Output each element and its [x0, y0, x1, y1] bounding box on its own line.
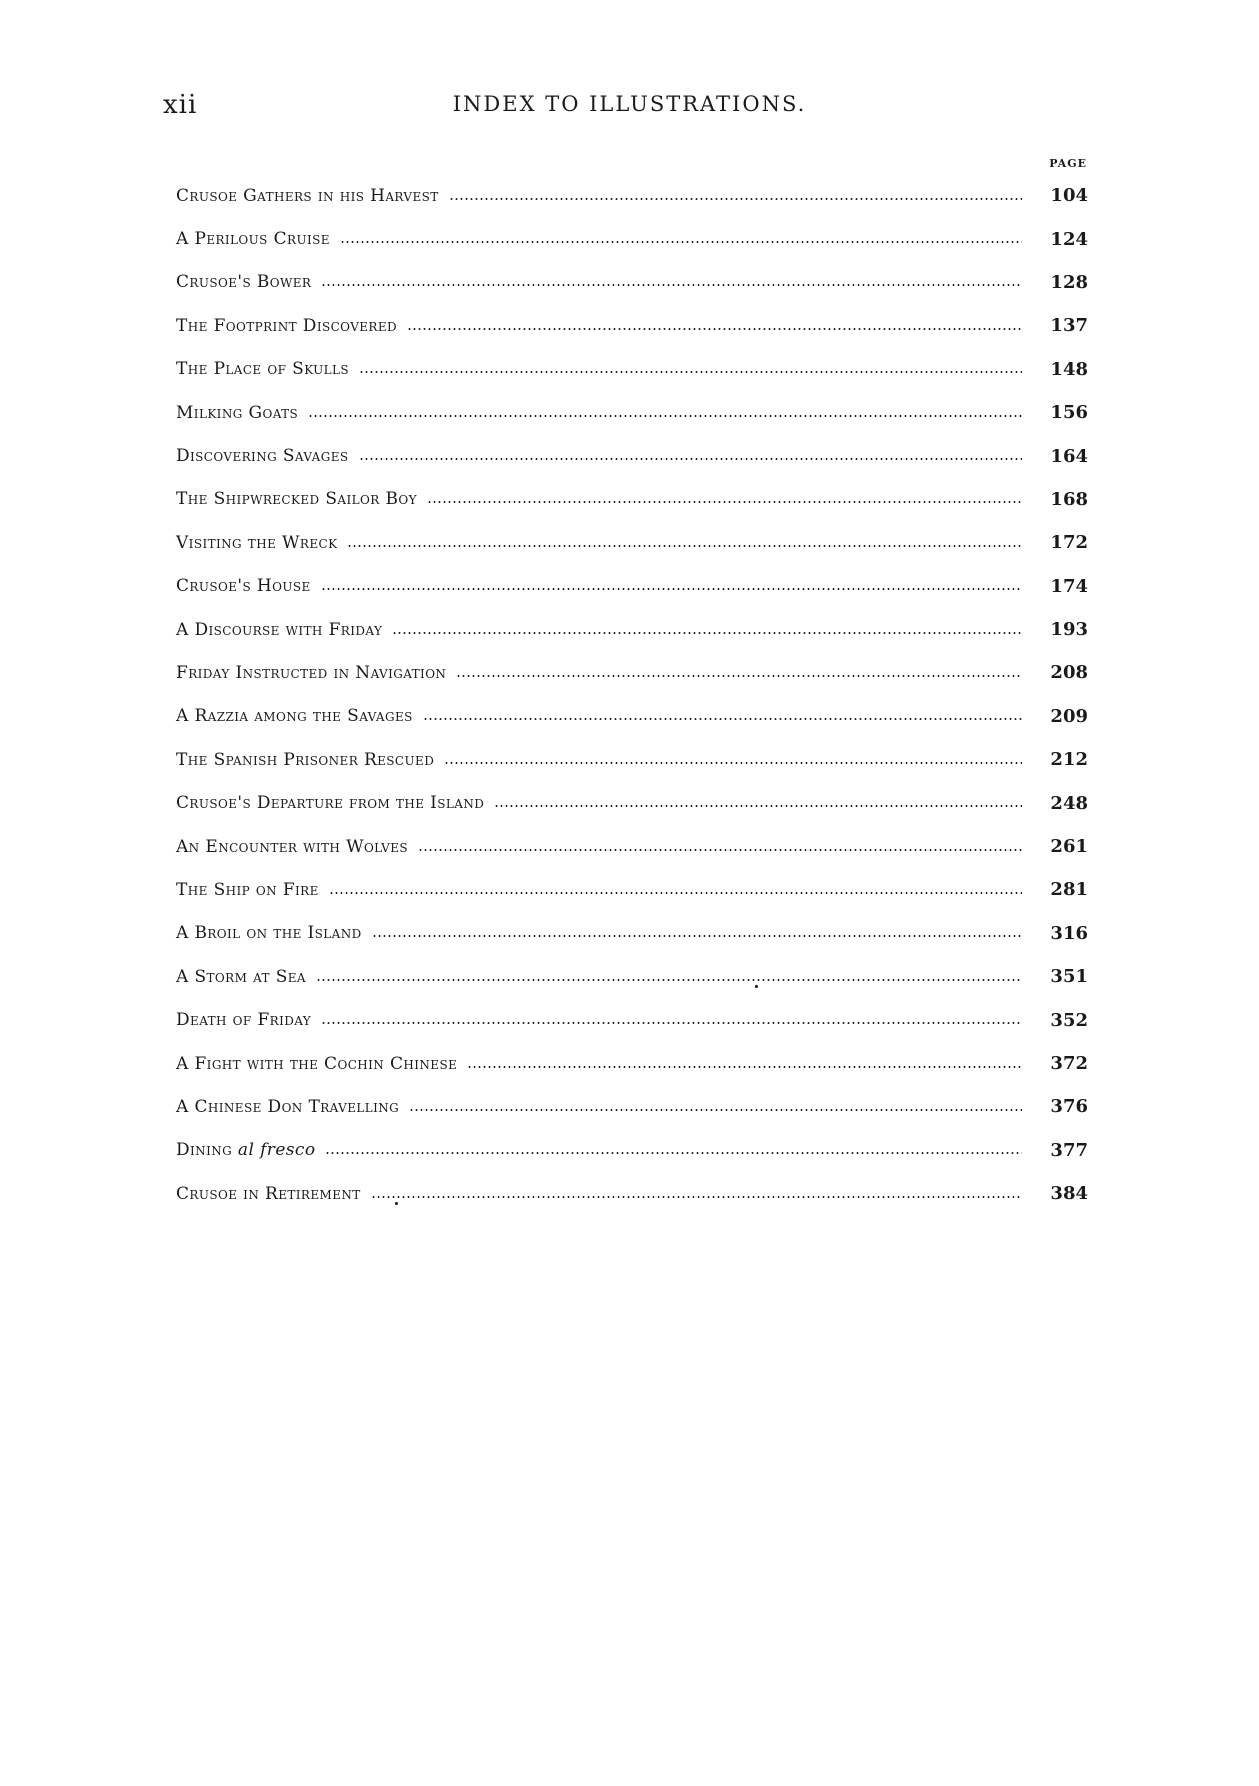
dot-leader [409, 1109, 1022, 1111]
index-entry [176, 565, 1088, 608]
entry-title: Discovering Savages [176, 446, 349, 467]
entry-page-number: 316 [1050, 922, 1088, 944]
dot-leader [444, 762, 1022, 764]
index-entry [176, 608, 1088, 651]
entry-page-number: 208 [1050, 662, 1088, 684]
entry-page-number: 193 [1050, 619, 1088, 641]
entry-title: A Razzia among the Savages [176, 706, 413, 727]
entry-page-number: 212 [1050, 749, 1088, 771]
entry-title: Friday Instructed in Navigation [176, 662, 447, 683]
index-entry [176, 695, 1088, 738]
entry-page-number: 164 [1050, 445, 1088, 467]
index-entry [176, 1172, 1088, 1215]
dot-leader [427, 501, 1022, 503]
index-entry [176, 825, 1088, 868]
entry-title-text: Dining [176, 1140, 233, 1161]
entry-page-number: 248 [1050, 792, 1088, 814]
index-entry [176, 348, 1088, 391]
entry-page-number: 174 [1050, 575, 1088, 597]
index-entry [176, 912, 1088, 955]
print-speck [395, 1202, 398, 1205]
dot-leader [325, 1152, 1022, 1154]
entry-page-number: 172 [1050, 532, 1088, 554]
dot-leader [467, 1066, 1022, 1068]
index-entry [176, 955, 1088, 998]
dot-leader [308, 415, 1022, 417]
index-entry [176, 1129, 1088, 1172]
entry-title: Crusoe's House [176, 576, 311, 597]
index-entry [176, 651, 1088, 694]
entry-title: Crusoe's Bower [176, 272, 312, 293]
index-entry [176, 868, 1088, 911]
entry-page-number: 384 [1050, 1183, 1088, 1205]
entry-title: Visiting the Wreck [176, 532, 338, 553]
entry-page-number: 281 [1050, 879, 1088, 901]
entry-title: An Encounter with Wolves [176, 836, 408, 857]
illustration-index-list [176, 174, 1088, 1215]
entry-title [176, 1140, 315, 1160]
entry-title: A Perilous Cruise [176, 229, 330, 250]
dot-leader [371, 1196, 1022, 1198]
dot-leader [321, 284, 1022, 286]
index-entry [176, 521, 1088, 564]
index-entry [176, 391, 1088, 434]
entry-title: The Place of Skulls [176, 359, 350, 380]
dot-leader [407, 328, 1022, 330]
dot-leader [316, 979, 1022, 981]
entry-title: Death of Friday [176, 1010, 312, 1031]
dot-leader [372, 935, 1022, 937]
entry-title: Crusoe in Retirement [176, 1183, 361, 1204]
entry-title: A Broil on the Island [176, 923, 362, 944]
entry-title: Milking Goats [176, 402, 299, 423]
entry-page-number: 148 [1050, 358, 1088, 380]
entry-title-italic: al fresco [237, 1140, 316, 1161]
dot-leader [321, 1022, 1022, 1024]
entry-title: A Discourse with Friday [176, 619, 383, 640]
index-entry [176, 781, 1088, 824]
index-entry [176, 434, 1088, 477]
entry-page-number: 377 [1050, 1139, 1088, 1161]
index-entry [176, 217, 1088, 260]
index-entry [176, 998, 1088, 1041]
print-speck [755, 985, 758, 988]
dot-leader [329, 892, 1022, 894]
entry-page-number: 137 [1050, 315, 1088, 337]
page-title: INDEX TO ILLUSTRATIONS. [452, 92, 807, 116]
entry-page-number: 352 [1050, 1009, 1088, 1031]
entry-title: Crusoe's Departure from the Island [176, 793, 485, 814]
index-entry [176, 174, 1088, 217]
entry-title: The Shipwrecked Sailor Boy [176, 489, 417, 510]
dot-leader [321, 588, 1022, 590]
entry-page-number: 156 [1050, 402, 1088, 424]
entry-title: A Storm at Sea [176, 966, 306, 987]
entry-title: The Spanish Prisoner Rescued [176, 749, 435, 770]
entry-page-number: 372 [1050, 1053, 1088, 1074]
page-column-label: PAGE [1049, 157, 1087, 170]
dot-leader [494, 805, 1022, 807]
entry-title: A Chinese Don Travelling [176, 1096, 400, 1117]
page-number: xii [163, 90, 198, 120]
entry-page-number: 104 [1050, 185, 1088, 207]
entry-page-number: 124 [1050, 228, 1088, 250]
entry-title: Crusoe Gathers in his Harvest [176, 185, 439, 206]
entry-page-number: 168 [1050, 488, 1088, 510]
entry-page-number: 376 [1050, 1096, 1088, 1118]
index-entry [176, 304, 1088, 347]
dot-leader [456, 675, 1022, 677]
index-entry [176, 1042, 1088, 1085]
entry-page-number: 128 [1050, 271, 1088, 293]
entry-page-number: 351 [1050, 966, 1088, 988]
entry-title: The Footprint Discovered [176, 315, 398, 336]
entry-page-number: 261 [1050, 836, 1088, 858]
index-entry [176, 478, 1088, 521]
dot-leader [340, 241, 1022, 243]
dot-leader [449, 198, 1022, 200]
entry-page-number: 209 [1050, 705, 1088, 727]
dot-leader [359, 458, 1023, 460]
index-entry [176, 1085, 1088, 1128]
dot-leader [418, 849, 1022, 851]
entry-title: The Ship on Fire [176, 879, 319, 900]
index-entry [176, 738, 1088, 781]
dot-leader [347, 545, 1022, 547]
dot-leader [392, 632, 1022, 634]
entry-title: A Fight with the Cochin Chinese [176, 1053, 458, 1074]
dot-leader [359, 371, 1022, 373]
dot-leader [423, 718, 1022, 720]
index-entry [176, 261, 1088, 304]
